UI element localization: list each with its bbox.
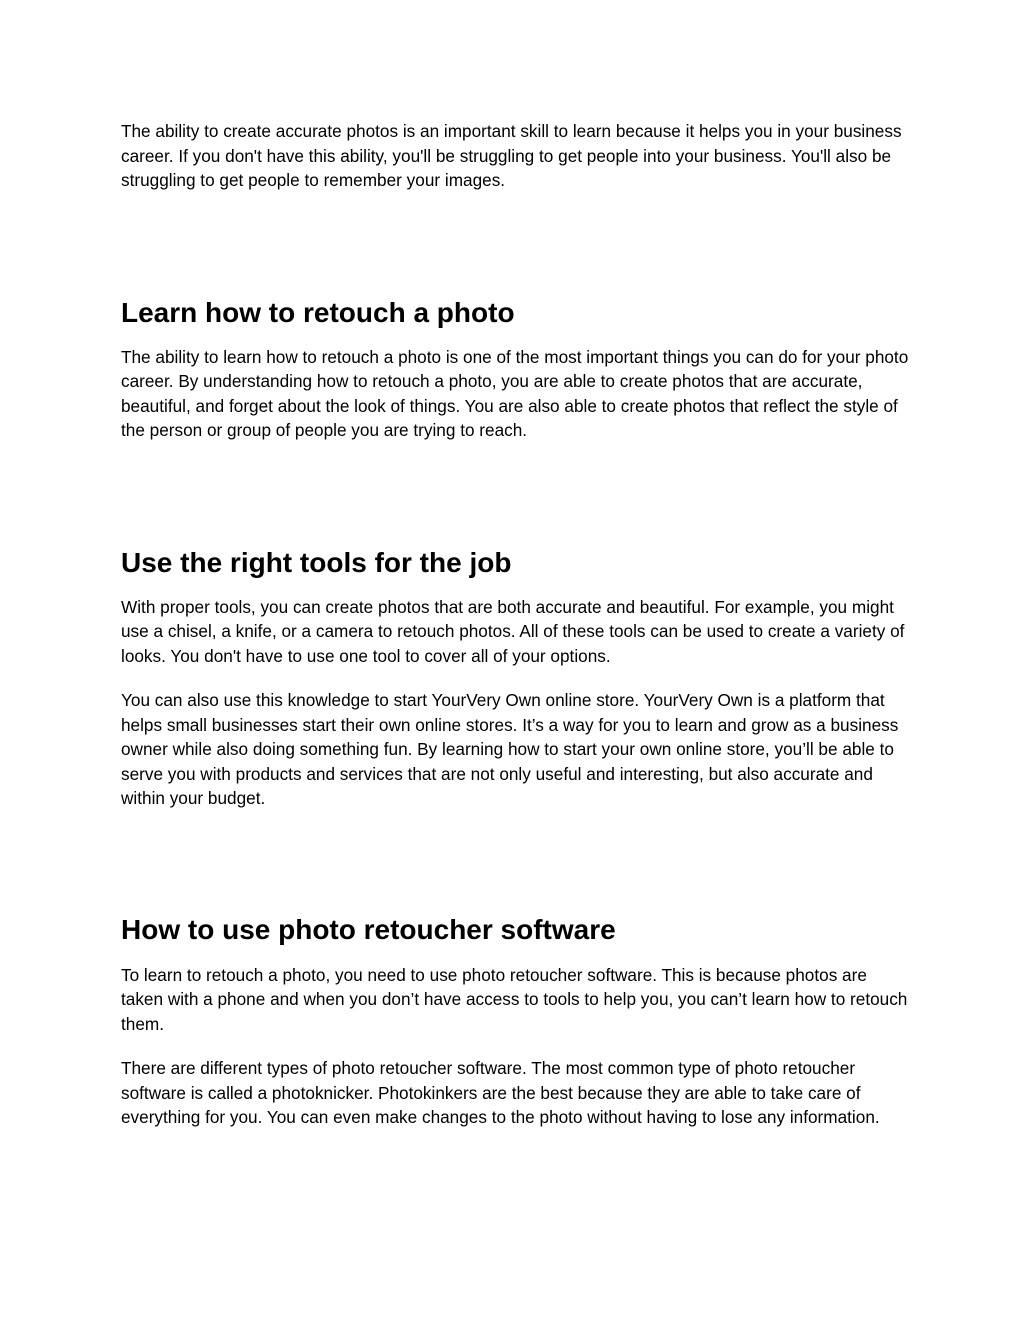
intro-paragraph: The ability to create accurate photos is an important skill to learn because it helps you in your business career. If you don't have this ability, you'll be struggling to get people into your business. You'll also be struggling to get people to remember your images.: [121, 121, 902, 190]
section-paragraph-software-2: There are different types of photo retoucher software. The most common type of photo retoucher software is called a photoknicker. Photokinkers are the best because they are able to take care of everything for you. You can even make changes to the photo without having to lose any information.: [121, 1058, 880, 1127]
section-paragraph-tools-1: With proper tools, you can create photos that are both accurate and beautiful. For example, you might use a chisel, a knife, or a camera to retouch photos. All of these tools can be used to create a variety of looks. You don't have to use one tool to cover all of your options.: [121, 596, 905, 666]
section-heading-tools: Use the right tools for the job: [121, 546, 512, 578]
document-page: [121, 119, 911, 1130]
section-paragraph-tools-2: You can also use this knowledge to start YourVery Own online store. YourVery Own is a platform that helps small businesses start their own online stores. It’s a way for you to learn and grow as a business owner while also doing something fun. By learning how to start your own online store, you’ll be able to serve you with products and services that are not only useful and interesting, but also accurate and within your budget.: [121, 690, 899, 808]
section-paragraph-software-1: To learn to retouch a photo, you need to use photo retoucher software. This is because photos are taken with a phone and when you don’t have access to tools to help you, you can’t learn how to retouch them.: [121, 964, 908, 1034]
section-heading-software: How to use photo retoucher software: [121, 913, 616, 945]
section-heading-retouch: Learn how to retouch a photo: [121, 296, 515, 328]
section-paragraph-retouch: The ability to learn how to retouch a photo is one of the most important things you can do for your photo career. By understanding how to retouch a photo, you are able to create photos that are accurate, beautiful, and forget about the look of things. You are also able to create photos that reflect the style of the person or group of people you are trying to reach.: [121, 346, 909, 440]
